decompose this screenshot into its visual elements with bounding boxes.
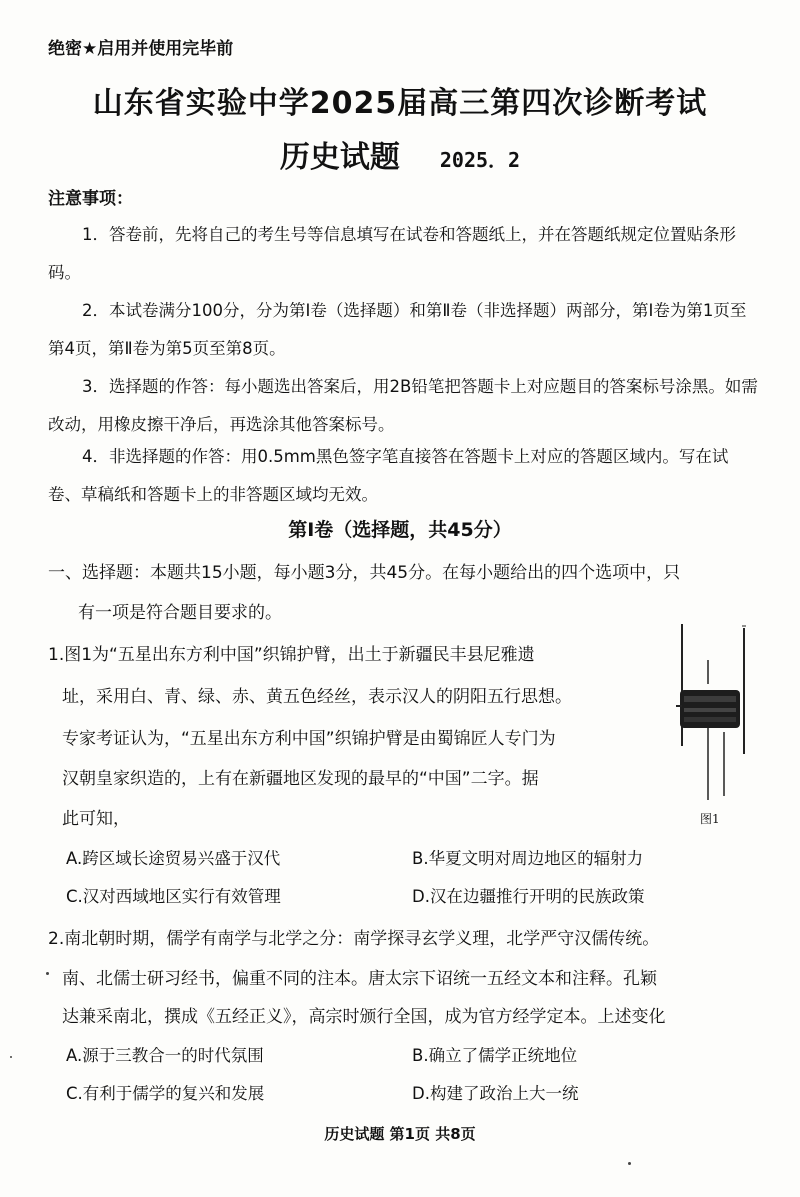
question-2-line-3: 达兼采南北，撰成《五经正义》，高宗时颁行全国，成为官方经学定本。上述变化: [62, 1007, 666, 1027]
notice-heading: 注意事项：: [48, 189, 133, 209]
confidential-mark: 绝密★启用并使用完毕前: [48, 39, 234, 59]
exam-date: 2025．2: [439, 148, 521, 172]
page-footer: 历史试题 第1页 共8页: [324, 1125, 476, 1143]
section-instruction-line-2: 有一项是符合题目要求的。: [78, 603, 282, 623]
question-1-line-5: 此可知，: [62, 809, 130, 829]
question-1-line-1: 1.图1为“五星出东方利中国”织锦护臂，出土于新疆民丰县尼雅遗: [48, 645, 535, 665]
subject-title: 历史试题: [279, 140, 400, 175]
question-1-line-3: 专家考证认为，“五星出东方利中国”织锦护臂是由蜀锦匠人专门为: [62, 729, 556, 749]
question-2-option-c: C.有利于儒学的复兴和发展: [66, 1084, 265, 1103]
subject-line: [0, 132, 800, 176]
question-1-option-a: A.跨区域长途贸易兴盛于汉代: [66, 849, 281, 868]
question-2-line-2: 南、北儒士研习经书，偏重不同的注本。唐太宗下诏统一五经文本和注释。孔颖: [62, 969, 657, 989]
question-2-option-b: B.确立了儒学正统地位: [412, 1046, 578, 1065]
notice-item-1: 1．答卷前，先将自己的考生号等信息填写在试卷和答题纸上，并在答题纸规定位置贴条形码。: [48, 225, 736, 282]
question-2-option-a: A.源于三教合一的时代氛围: [66, 1046, 264, 1065]
question-2-option-d: D.构建了政治上大一统: [412, 1084, 579, 1103]
question-1-line-2: 址，采用白、青、绿、赤、黄五色经丝，表示汉人的阴阳五行思想。: [62, 687, 572, 707]
question-1-option-b: B.华夏文明对周边地区的辐射力: [412, 849, 644, 868]
notice-item-3: 3．选择题的作答：每小题选出答案后，用2B铅笔把答题卡上对应题目的答案标号涂黑。如需改动，用橡皮擦干净后，再选涂其他答案标号。: [48, 377, 758, 434]
question-2-line-1: 2.南北朝时期，儒学有南学与北学之分：南学探寻玄学义理，北学严守汉儒传统。: [48, 929, 660, 949]
section-heading: 第Ⅰ卷（选择题，共45分）: [288, 519, 512, 541]
notice-item-4: 4．非选择题的作答：用0.5mm黑色签字笔直接答在答题卡上对应的答题区域内。写在试卷、草稿纸和答题卡上的非答题区域均无效。: [48, 447, 729, 504]
question-1-option-d: D.汉在边疆推行开明的民族政策: [412, 887, 645, 906]
scan-speck: [628, 1162, 631, 1165]
section-instruction-line-1: 一、选择题：本题共15小题，每小题3分，共45分。在每小题给出的四个选项中，只: [48, 563, 681, 583]
figure-1-caption: 图1: [700, 812, 720, 826]
notice-item-2: 2．本试卷满分100分，分为第Ⅰ卷（选择题）和第Ⅱ卷（非选择题）两部分，第Ⅰ卷为第1页至第4页，第Ⅱ卷为第5页至第8页。: [48, 301, 747, 358]
scan-speck: [10, 1056, 12, 1058]
scan-speck: [46, 972, 49, 975]
exam-title: 山东省实验中学2025届高三第四次诊断考试: [92, 86, 708, 121]
question-1-option-c: C.汉对西域地区实行有效管理: [66, 887, 281, 906]
question-1-line-4: 汉朝皇家织造的，上有在新疆地区发现的最早的“中国”二字。据: [62, 769, 539, 789]
armguard-figure-image: [672, 620, 756, 820]
